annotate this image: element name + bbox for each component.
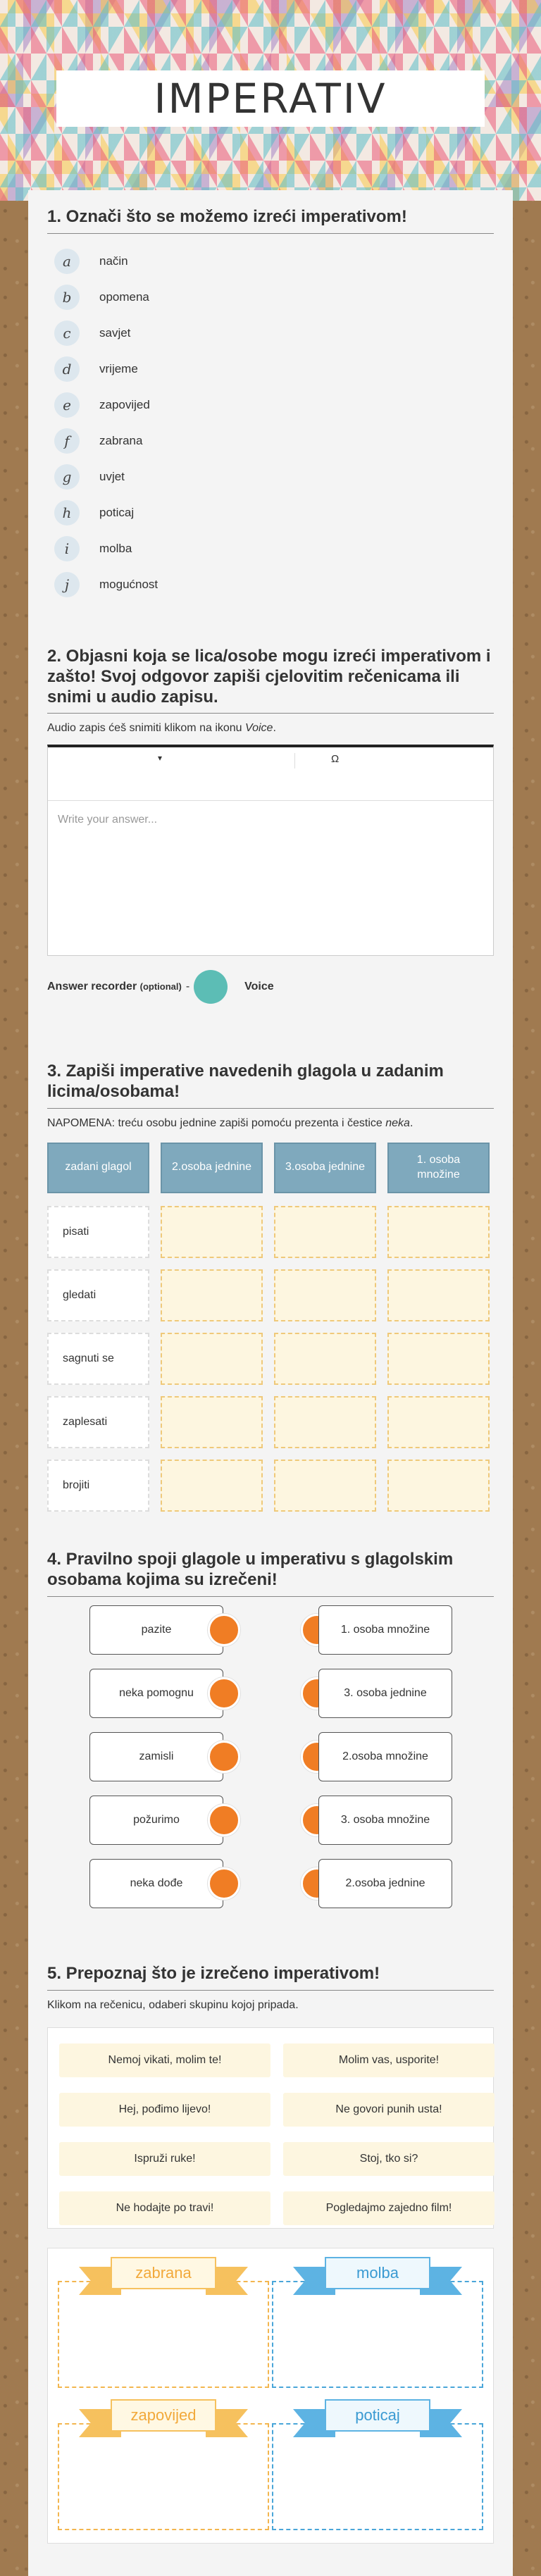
q1-title: 1. Označi što se možemo izreći imperativom! [47,207,494,234]
q3-note [47,1117,494,1130]
match-row [47,1859,494,1922]
option-b[interactable] [47,280,494,316]
option-text: poticaj [99,506,135,520]
answer-cell[interactable] [161,1460,263,1512]
option-text: zabrana [99,434,143,448]
q2-hint-voice: Voice [245,722,273,735]
sentence-pool [47,2027,494,2229]
bucket-label: poticaj [325,2399,430,2432]
answer-cell[interactable] [161,1396,263,1448]
answer-cell[interactable] [387,1269,490,1321]
bucket-label: zabrana [111,2257,216,2289]
recorder-label-text: Answer recorder [47,981,137,993]
option-letter: e [54,392,80,418]
table-row [47,1333,494,1385]
special-character-button[interactable]: Ω [331,753,340,766]
match-right-item: 1. osoba množine [318,1605,452,1655]
sentence-chip[interactable]: Stoj, tko si? [283,2142,495,2176]
match-row [47,1796,494,1859]
sentence-chip[interactable]: Nemoj vikati, molim te! [59,2043,270,2077]
q3-section [47,1062,494,1512]
option-text: način [99,254,128,268]
match-connector-left[interactable] [208,1804,240,1836]
option-letter: i [54,536,80,561]
option-letter: g [54,464,80,490]
match-right-item: 2.osoba množine [318,1732,452,1781]
option-text: vrijeme [99,362,138,376]
answer-cell[interactable] [274,1460,376,1512]
worksheet-card [28,190,513,2576]
page-title: IMPERATIV [154,75,387,123]
option-i[interactable] [47,531,494,567]
answer-cell[interactable] [274,1269,376,1321]
match-row [47,1669,494,1732]
ribbon-poticaj [293,2399,462,2436]
option-text: mogućnost [99,578,158,592]
option-a[interactable] [47,244,494,280]
match-connector-left[interactable] [208,1867,240,1900]
answer-textarea[interactable]: Write your answer... [58,814,158,826]
option-e[interactable] [47,387,494,423]
table-row [47,1269,494,1321]
table-row [47,1396,494,1448]
option-text: zapovijed [99,398,150,412]
option-letter: d [54,356,80,382]
verb-cell: gledati [47,1269,149,1321]
option-f[interactable] [47,423,494,459]
q5-section [47,1964,494,2229]
editor-toolbar [48,747,493,801]
option-letter: j [54,572,80,597]
table-row [47,1206,494,1258]
q3-note-prefix: NAPOMENA: treću osobu jednine zapiši pomoću prezenta i čestice [47,1116,386,1129]
header-1pl: 1. osoba množine [387,1143,490,1193]
match-left-item: zamisli [89,1732,223,1781]
q5-title: 5. Prepoznaj što je izrečeno imperativom! [47,1964,494,1991]
answer-cell[interactable] [387,1206,490,1258]
q4-title: 4. Pravilno spoji glagole u imperativu s glagolskim osobama kojima su izrečeni! [47,1550,494,1597]
q1-options [47,244,494,603]
answer-cell[interactable] [161,1269,263,1321]
sentence-chip[interactable]: Pogledajmo zajedno film! [283,2191,495,2225]
matching-area [47,1605,494,1922]
q3-title: 3. Zapiši imperative navedenih glagola u zadanim licima/osobama! [47,1062,494,1109]
q1-section [47,207,494,603]
ribbon-zapovijed [79,2399,248,2436]
sentence-chip[interactable]: Hej, pođimo lijevo! [59,2093,270,2127]
answer-cell[interactable] [387,1396,490,1448]
recorder-dash: - [185,981,190,993]
option-letter: a [54,249,80,274]
format-dropdown[interactable]: ▾ [158,753,163,764]
q5-hint: Klikom na rečenicu, odaberi skupinu kojoj pripada. [47,1998,299,2011]
match-left-item: pazite [89,1605,223,1655]
match-left-item: požurimo [89,1796,223,1845]
match-row [47,1732,494,1796]
match-connector-left[interactable] [208,1677,240,1710]
bucket-label: molba [325,2257,430,2289]
answer-cell[interactable] [274,1333,376,1385]
q3-note-suffix: . [409,1116,413,1129]
answer-cell[interactable] [161,1206,263,1258]
option-text: molba [99,542,132,556]
answer-recorder [47,970,494,1004]
option-text: savjet [99,326,131,340]
header-2sg: 2.osoba jednine [161,1143,263,1193]
category-buckets [47,2248,494,2544]
option-letter: c [54,321,80,346]
sentence-chip[interactable]: Ne govori punih usta! [283,2093,495,2127]
sentence-chip[interactable]: Ispruži ruke! [59,2142,270,2176]
verb-cell: pisati [47,1206,149,1258]
title-box [56,70,485,127]
verb-cell: sagnuti se [47,1333,149,1385]
answer-cell[interactable] [274,1396,376,1448]
option-j[interactable] [47,567,494,603]
table-row [47,1460,494,1512]
q2-title: 2. Objasni koja se lica/osobe mogu izreći imperativom i zašto! Svoj odgovor zapiši cjelovitim rečenicama ili snimi u audio zapisu. [47,647,494,714]
header-verb: zadani glagol [47,1143,149,1193]
conjugation-grid [47,1206,494,1512]
q4-section [47,1550,494,1922]
match-connector-left[interactable] [208,1614,240,1646]
option-text: opomena [99,290,149,304]
sentence-chip[interactable]: Molim vas, usporite! [283,2043,495,2077]
sentence-chip[interactable]: Ne hodajte po travi! [59,2191,270,2225]
q2-hint-suffix: . [273,722,276,735]
voice-record-button[interactable] [194,970,228,1004]
answer-cell[interactable] [161,1333,263,1385]
option-letter: f [54,428,80,454]
q2-hint-prefix: Audio zapis ćeš snimiti klikom na ikonu [47,722,246,735]
option-h[interactable] [47,495,494,531]
bucket-molba[interactable] [272,2281,483,2388]
header-3sg: 3.osoba jednine [274,1143,376,1193]
verb-cell: brojiti [47,1460,149,1512]
option-letter: b [54,285,80,310]
match-right-item: 3. osoba jednine [318,1669,452,1718]
match-left-item: neka dođe [89,1859,223,1908]
bucket-zabrana[interactable] [58,2281,269,2388]
match-right-item: 3. osoba množine [318,1796,452,1845]
q3-note-neka: neka [385,1116,410,1129]
voice-label: Voice [244,981,274,993]
answer-cell[interactable] [274,1206,376,1258]
verb-cell: zaplesati [47,1396,149,1448]
match-connector-left[interactable] [208,1741,240,1773]
q2-section [47,647,494,1004]
option-d[interactable] [47,351,494,387]
conjugation-header [47,1143,494,1193]
q2-hint [47,722,494,735]
match-left-item: neka pomognu [89,1669,223,1718]
match-row [47,1605,494,1669]
match-right-item: 2.osoba jednine [318,1859,452,1908]
option-text: uvjet [99,470,125,484]
bucket-label: zapovijed [111,2399,216,2432]
answer-cell[interactable] [387,1460,490,1512]
option-letter: h [54,500,80,525]
option-c[interactable] [47,316,494,351]
toolbar-divider [294,753,295,769]
bucket-zapovijed[interactable] [58,2423,269,2530]
answer-cell[interactable] [387,1333,490,1385]
option-g[interactable] [47,459,494,495]
ribbon-zabrana [79,2257,248,2294]
bucket-poticaj[interactable] [272,2423,483,2530]
recorder-optional: (optional) [139,981,182,993]
recorder-label [47,981,182,993]
ribbon-molba [293,2257,462,2294]
answer-editor [47,745,494,956]
